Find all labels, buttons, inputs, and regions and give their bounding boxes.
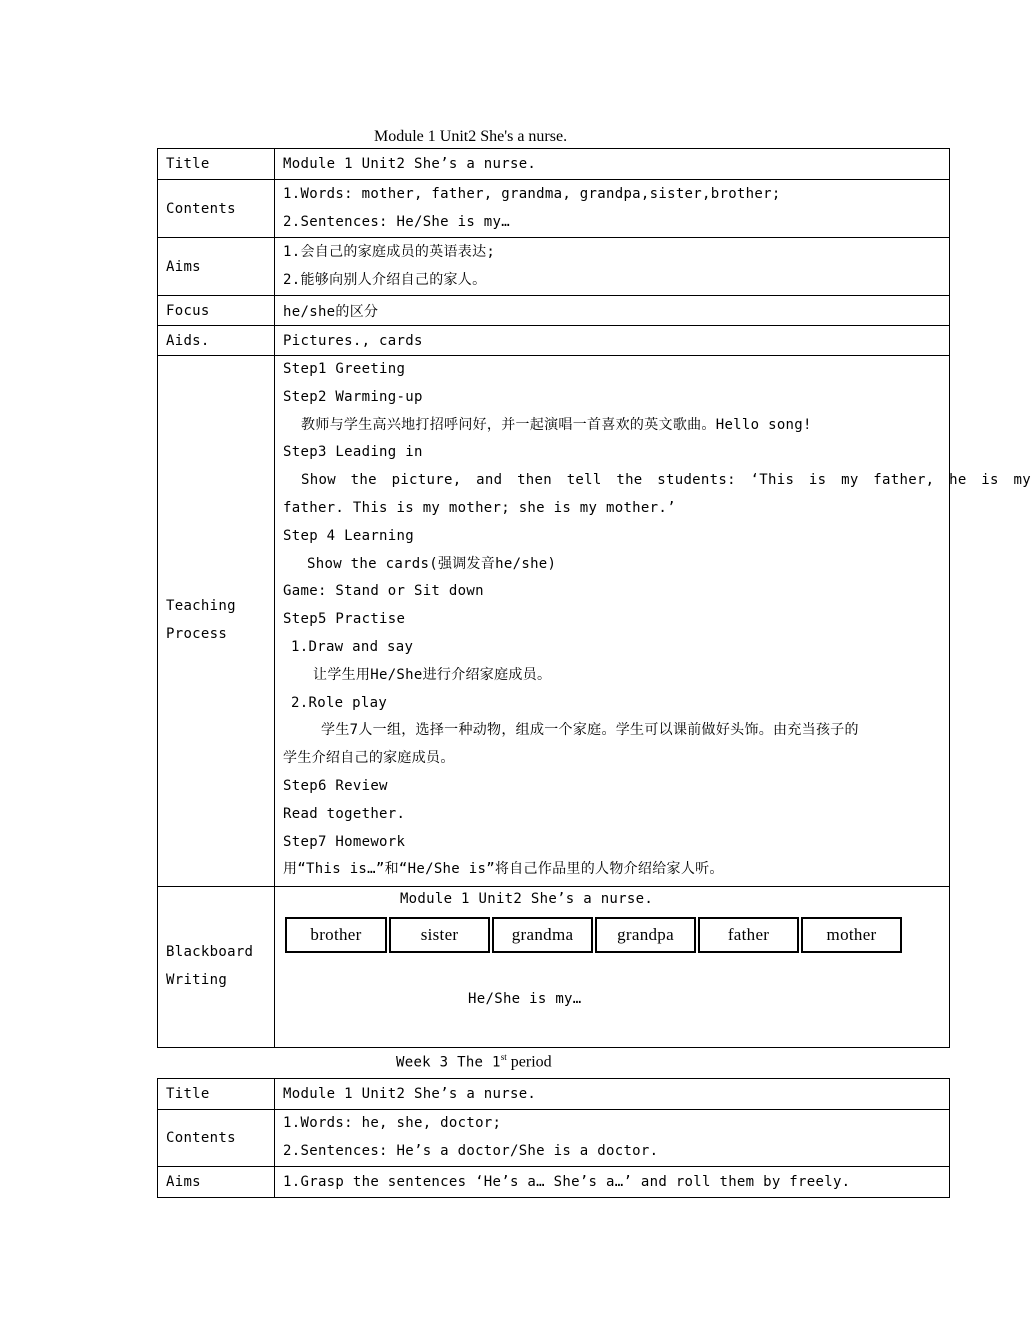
process-line: Step1 Greeting (283, 361, 406, 377)
process-line: Step6 Review (283, 777, 388, 794)
aims-cell (275, 238, 950, 296)
word-box-sister: sister (389, 917, 490, 953)
blackboard-cell (275, 887, 950, 1048)
blackboard-title: Module 1 Unit2 She’s a nurse. (399, 891, 654, 907)
blackboard-word-row (285, 917, 949, 953)
row-title (158, 149, 950, 180)
contents-line: 2.Sentences: He/She is my… (283, 213, 510, 230)
blackboard-pattern: He/She is my… (468, 991, 582, 1007)
process-line: 让学生用He/She进行介绍家庭成员。 (313, 666, 552, 683)
row-focus (158, 296, 950, 326)
process-line: 2.Role play (291, 694, 388, 711)
blackboard-label-line: Blackboard (166, 944, 254, 961)
week-heading (396, 1048, 552, 1071)
week-heading-sup: st (500, 1052, 507, 1062)
blackboard-label-line: Writing (166, 972, 228, 988)
process-line: 教师与学生高兴地打招呼问好，并一起演唱一首喜欢的英文歌曲。Hello song! (301, 416, 812, 433)
row-blackboard (158, 887, 950, 1048)
blackboard-label (158, 887, 275, 1048)
word-box-mother: mother (801, 917, 902, 953)
contents-line-2: 1.Words: he, she, doctor; (283, 1115, 502, 1132)
process-cell (275, 356, 1031, 887)
focus-label: Focus (158, 296, 275, 326)
aids-value: Pictures., cards (275, 326, 950, 356)
page-heading: Module 1 Unit2 She's a nurse. (374, 128, 568, 145)
aids-label: Aids. (158, 326, 275, 356)
process-line: Read together. (283, 805, 406, 822)
row-contents-2 (158, 1110, 950, 1167)
row-title-2 (158, 1079, 950, 1110)
process-label (158, 356, 275, 887)
title-value-2: Module 1 Unit2 She’s a nurse. (275, 1079, 950, 1110)
week-heading-prefix: Week 3 The 1 (396, 1054, 501, 1071)
aims-value-2: 1.Grasp the sentences ‘He’s a… She’s a…’ and roll them by freely. (275, 1167, 950, 1198)
focus-value: he/she的区分 (275, 296, 950, 326)
lesson-plan-table-1 (157, 148, 1031, 1048)
lesson-plan-table-2 (157, 1078, 950, 1198)
row-aids (158, 326, 950, 356)
contents-line: 1.Words: mother, father, grandma, grandpa,sister,brother; (283, 185, 781, 202)
process-label-line: Process (166, 626, 228, 642)
contents-cell-2 (275, 1110, 950, 1167)
row-aims (158, 238, 950, 296)
word-box-father: father (698, 917, 799, 953)
process-line: 学生介绍自己的家庭成员。 (283, 750, 455, 767)
title-label: Title (158, 149, 275, 180)
week-heading-suffix: period (506, 1053, 552, 1071)
row-aims-2 (158, 1167, 950, 1198)
process-line: Show the cards(强调发音he/she) (307, 555, 557, 572)
contents-cell (275, 180, 950, 238)
process-line: Step 4 Learning (283, 527, 414, 544)
word-box-brother: brother (285, 917, 387, 953)
process-line: father. This is my mother; she is my mother.’ (283, 499, 676, 516)
process-line: Step5 Practise (283, 611, 406, 628)
process-line: Show the picture, and then tell the students: ‘This is my father, he is my (301, 472, 1031, 489)
word-box-grandma: grandma (492, 917, 593, 953)
title-label-2: Title (158, 1079, 275, 1110)
row-contents (158, 180, 950, 238)
title-value: Module 1 Unit2 She’s a nurse. (275, 149, 950, 180)
process-line: Step3 Leading in (283, 444, 423, 461)
process-label-line: Teaching (166, 598, 236, 615)
process-line: Game: Stand or Sit down (283, 583, 484, 600)
process-line: 用“This is…”和“He/She is”将自己作品里的人物介绍给家人听。 (283, 861, 724, 878)
aims-line: 2.能够向别人介绍自己的家人。 (283, 271, 487, 288)
row-teaching-process (158, 356, 950, 887)
aims-label: Aims (158, 238, 275, 296)
aims-label-2: Aims (158, 1167, 275, 1198)
contents-label: Contents (158, 180, 275, 238)
process-line: Step7 Homework (283, 833, 406, 850)
process-line: Step2 Warming-up (283, 388, 423, 405)
process-line: 1.Draw and say (291, 638, 414, 655)
process-line: 学生7人一组，选择一种动物，组成一个家庭。学生可以课前做好头饰。由充当孩子的 (321, 722, 859, 739)
word-box-grandpa: grandpa (595, 917, 696, 953)
aims-line: 1.会自己的家庭成员的英语表达; (283, 243, 496, 260)
contents-line-2: 2.Sentences: He’s a doctor/She is a doctor. (283, 1143, 659, 1159)
contents-label-2: Contents (158, 1110, 275, 1167)
